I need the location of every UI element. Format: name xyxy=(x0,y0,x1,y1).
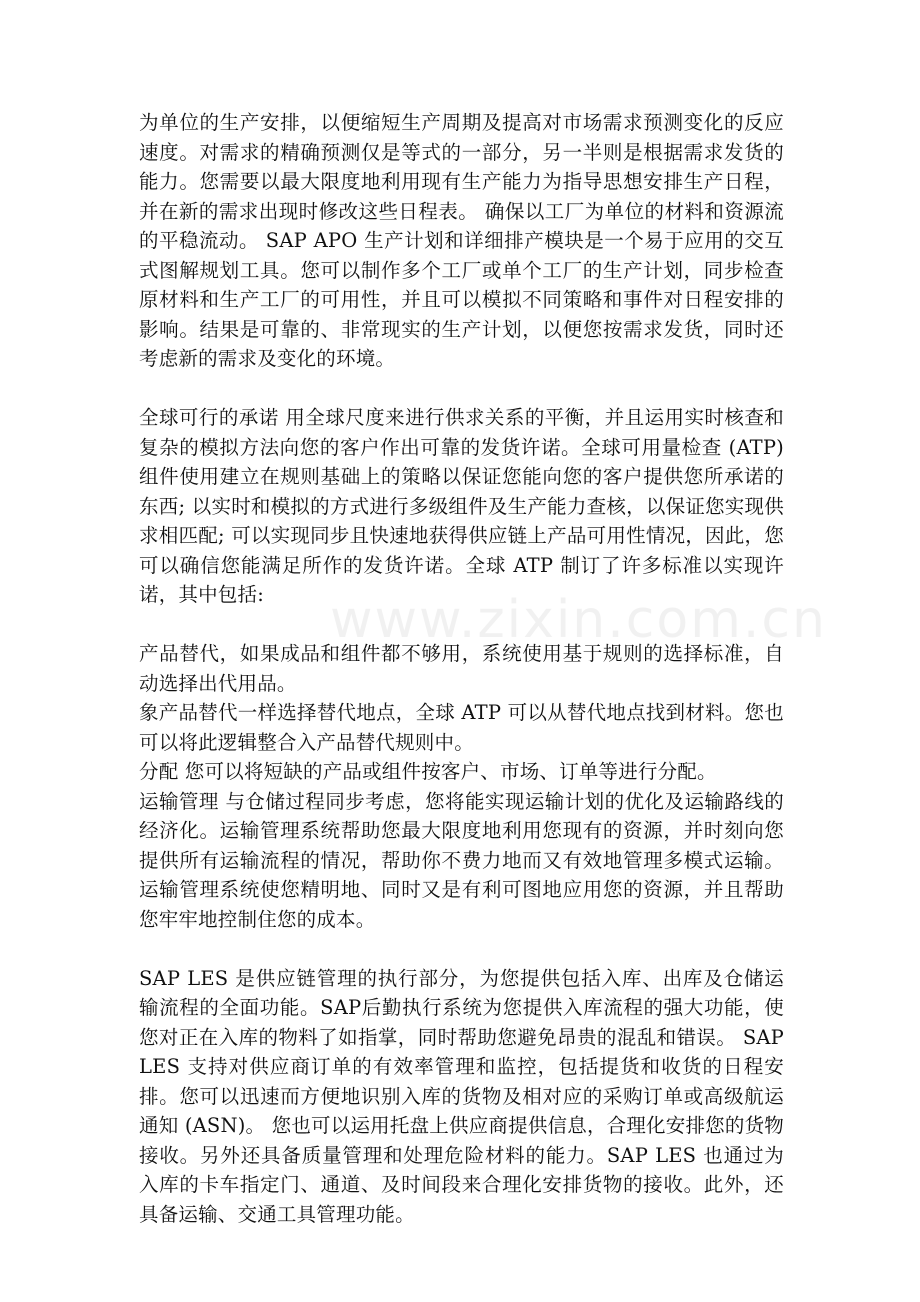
paragraph-location-substitution: 象产品替代一样选择替代地点，全球 ATP 可以从替代地点找到材料。您也可以将此逻辑整合入产品替代规则中。 xyxy=(139,701,784,754)
paragraph-allocation: 分配 您可以将短缺的产品或组件按客户、市场、订单等进行分配。 xyxy=(139,760,717,783)
paragraph-product-substitution: 产品替代，如果成品和组件都不够用，系统使用基于规则的选择标准，自动选择出代用品。 xyxy=(139,642,784,695)
paragraph-sap-les: SAP LES 是供应链管理的执行部分，为您提供包括入库、出库及仓储运输流程的全面功能。SAP后勤执行系统为您提供入库流程的强大功能，使您对正在入库的物料了如指掌，同时帮助您避免昂贵的混乱和错误。 SAP LES 支持对供应商订单的有效率管理和监控，包括提货和收货的日程安排。您可以迅速而方便地识别入库的货物及相对应的采购订单或高级航运通知 (ASN)。 您也可以运用托盘上供应商提供信息，合理化安排您的货物接收。另外还具备质量管理和处理危险材料的能力。SAP LES 也通过为入库的卡车指定门、通道、及时间段来合理化安排货物的接收。此外，还具备运输、交通工具管理功能。 xyxy=(139,966,784,1226)
paragraph-spacer xyxy=(139,934,784,964)
document-body xyxy=(139,108,784,1229)
paragraph-spacer xyxy=(139,374,784,404)
paragraph-global-atp: 全球可行的承诺 用全球尺度来进行供求关系的平衡，并且运用实时核查和复杂的模拟方法向您的客户作出可靠的发货许诺。全球可用量检查 (ATP)组件使用建立在规则基础上的策略以保证您能向您的客户提供您所承诺的东西; 以实时和模拟的方式进行多级组件及生产能力查核，以保证您实现供求相匹配; 可以实现同步且快速地获得供应链上产品可用性情况，因此，您可以确信您能满足所作的发货许诺。全球 ATP 制订了许多标准以实现许诺，其中包括: xyxy=(139,406,784,606)
paragraph-transport-management: 运输管理 与仓储过程同步考虑，您将能实现运输计划的优化及运输路线的经济化。运输管理系统帮助您最大限度地利用您现有的资源，并时刻向您提供所有运输流程的情况，帮助你不费力地而又有效地管理多模式运输。运输管理系统使您精明地、同时又是有利可图地应用您的资源，并且帮助您牢牢地控制住您的成本。 xyxy=(139,789,784,931)
watermark: www.zixin.com.cn xyxy=(330,590,827,650)
paragraph-spacer xyxy=(139,610,784,640)
paragraph-production-planning: 为单位的生产安排，以便缩短生产周期及提高对市场需求预测变化的反应速度。对需求的精确预测仅是等式的一部分，另一半则是根据需求发货的能力。您需要以最大限度地利用现有生产能力为指导思想安排生产日程，并在新的需求出现时修改这些日程表。 确保以工厂为单位的材料和资源流的平稳流动。 SAP APO 生产计划和详细排产模块是一个易于应用的交互式图解规划工具。您可以制作多个工厂或单个工厂的生产计划，同步检查原材料和生产工厂的可用性，并且可以模拟不同策略和事件对日程安排的影响。结果是可靠的、非常现实的生产计划，以便您按需求发货，同时还考虑新的需求及变化的环境。 xyxy=(139,111,784,370)
